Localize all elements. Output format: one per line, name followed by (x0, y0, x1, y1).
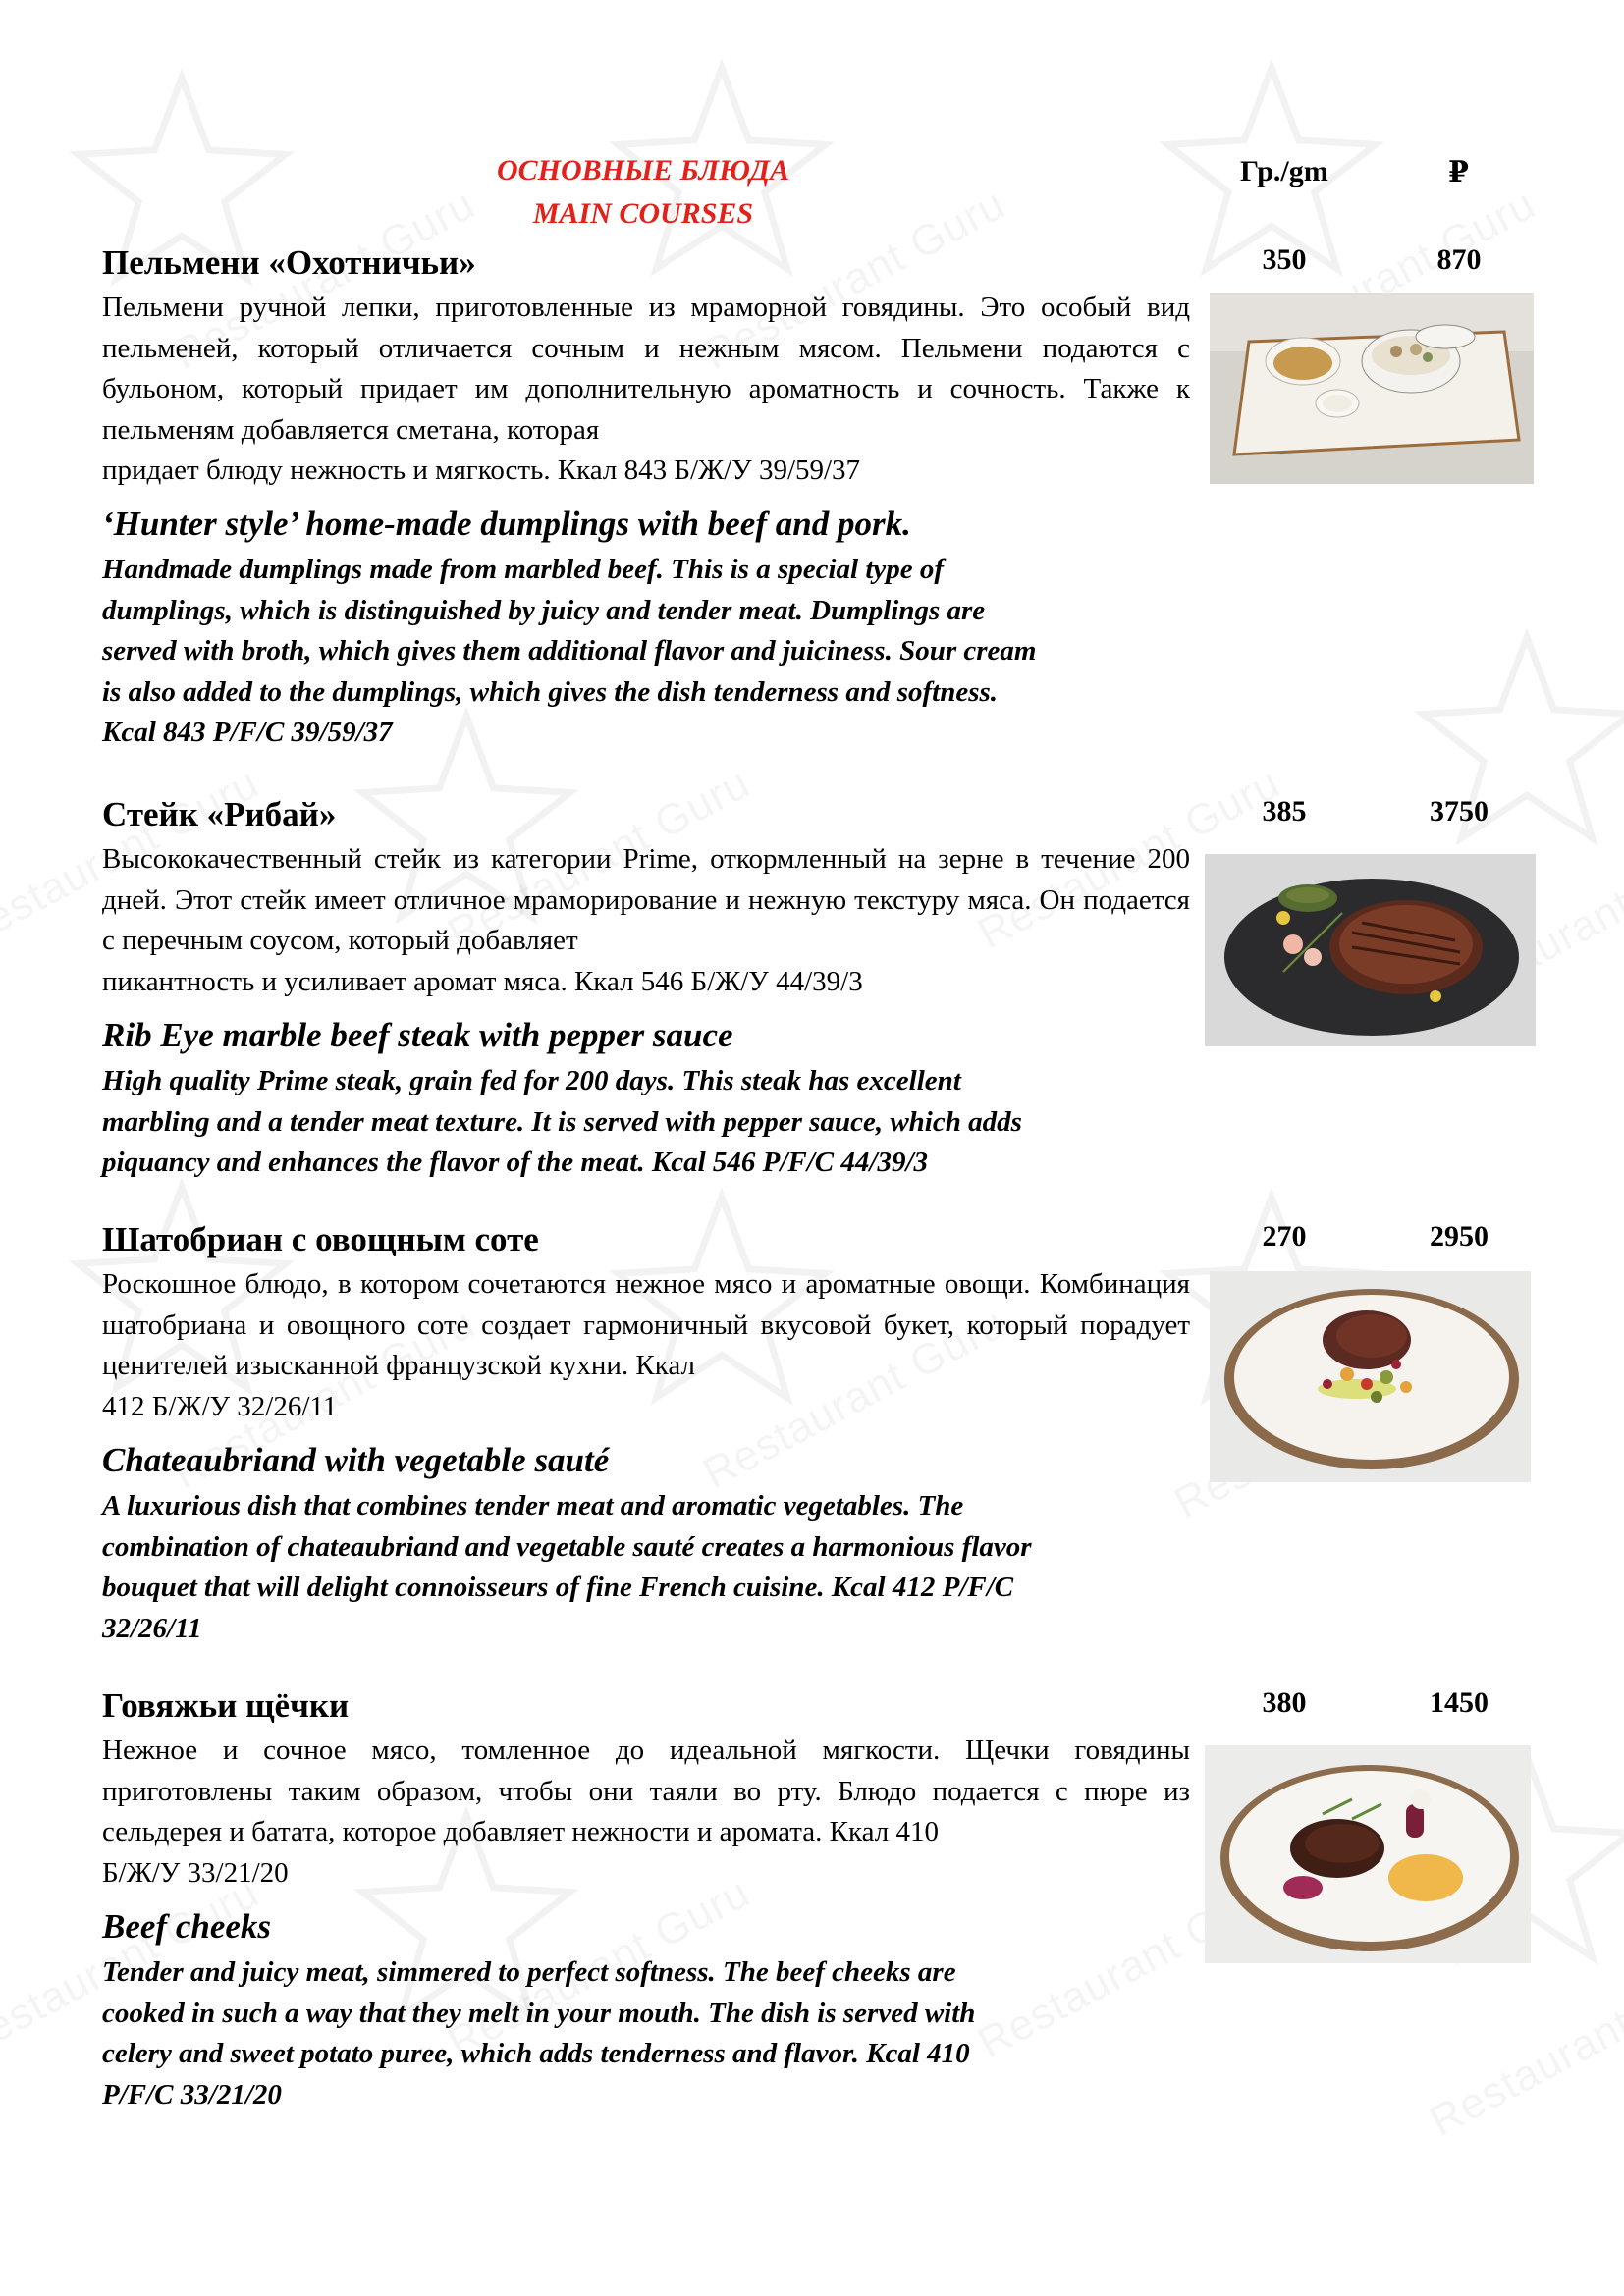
dish-description-en (102, 1061, 1241, 1184)
dish-weight: 380 (1262, 1686, 1307, 1719)
dish-price: 870 (1436, 243, 1482, 276)
dish-description-ru (102, 1264, 1190, 1427)
description-text: Нежное и сочное мясо, томленное до идеальной мягкости. Щечки говядины приготовлены таким образом, чтобы они таяли во рту. Блюдо подается с пюре из сельдерея и батата, которое добавляет нежности и аромата. Ккал 410 (102, 1735, 1190, 1847)
dish-name-en: Chateaubriand with vegetable sauté (102, 1441, 610, 1479)
description-line: Kcal 843 P/F/C 39/59/37 (102, 717, 393, 748)
dish-description-en (102, 1486, 1241, 1649)
dish-name-ru: Пельмени «Охотничьи» (102, 243, 476, 282)
page-title-en: MAIN COURSES (532, 197, 754, 230)
description-last-line: пикантность и усиливает аромат мяса. Ккал 546 Б/Ж/У 44/39/3 (102, 965, 863, 997)
description-line: combination of chateaubriand and vegetable sauté creates a harmonious flavor (102, 1530, 1032, 1563)
ribeye-plate-image (1205, 854, 1536, 1046)
beef-cheeks-plate-image (1205, 1745, 1531, 1963)
dish-description-ru (102, 839, 1190, 1002)
description-line: served with broth, which gives them additional flavor and juiciness. Sour cream (102, 635, 1037, 667)
dish-weight: 350 (1262, 243, 1307, 276)
description-line: High quality Prime steak, grain fed for 200 days. This steak has excellent (102, 1065, 961, 1096)
description-line: bouquet that will delight connoisseurs of fine French cuisine. Kcal 412 P/F/C (102, 1572, 1014, 1603)
description-line: marbling and a tender meat texture. It is served with pepper sauce, which adds (102, 1105, 1022, 1138)
chateaubriand-plate-image (1210, 1271, 1531, 1482)
dish-weight: 385 (1262, 795, 1307, 828)
description-line: Tender and juicy meat, simmered to perfect softness. The beef cheeks are (102, 1956, 956, 1988)
description-line: dumplings, which is distinguished by juicy and tender meat. Dumplings are (102, 594, 986, 626)
description-line: A luxurious dish that combines tender meat and aromatic vegetables. The (102, 1490, 964, 1522)
dish-name-en: Rib Eye marble beef steak with pepper sauce (102, 1016, 733, 1054)
dish-description-ru (102, 288, 1190, 492)
description-line: 32/26/11 (102, 1612, 202, 1644)
dish-name-en: ‘Hunter style’ home-made dumplings with beef and pork. (102, 505, 911, 543)
watermark-text (1422, 1947, 1624, 2147)
dish-name-ru: Стейк «Рибай» (102, 795, 337, 833)
description-line: piquancy and enhances the flavor of the meat. Kcal 546 P/F/C 44/39/3 (102, 1147, 928, 1178)
dish-description-en (102, 1952, 1241, 2115)
dish-price: 3750 (1430, 795, 1489, 828)
description-line: cooked in such a way that they melt in your mouth. The dish is served with (102, 1997, 976, 2029)
dish-name-en: Beef cheeks (102, 1907, 272, 1946)
description-line: P/F/C 33/21/20 (102, 2078, 282, 2110)
description-last-line: Б/Ж/У 33/21/20 (102, 1856, 289, 1889)
dish-name-ru: Говяжьи щёчки (102, 1686, 350, 1725)
weight-column-header: Гр./gm (1240, 155, 1328, 187)
dish-photo-beef-cheeks (1205, 1745, 1531, 1963)
dish-description-en (102, 550, 1241, 754)
dish-price: 1450 (1430, 1686, 1489, 1719)
description-line: celery and sweet potato puree, which adds tenderness and flavor. Kcal 410 (102, 2038, 970, 2069)
dish-price: 2950 (1430, 1220, 1489, 1253)
dish-weight: 270 (1262, 1220, 1307, 1253)
description-text: Высококачественный стейк из категории Prime, откормленный на зерне в течение 200 дней. Этот стейк имеет отличное мраморирование и нежную текстуру мяса. Он подается с перечным соусом, который добавляет (102, 843, 1190, 956)
dish-name-ru: Шатобриан с овощным соте (102, 1220, 539, 1258)
dumplings-plate-image (1210, 293, 1534, 484)
page-title-ru: ОСНОВНЫЕ БЛЮДА (496, 154, 790, 187)
description-last-line: 412 Б/Ж/У 32/26/11 (102, 1390, 338, 1422)
description-text: Пельмени ручной лепки, приготовленные из мраморной говядины. Это особый вид пельменей, который отличается сочным и нежным мясом. Пельмени подаются с бульоном, который придает им дополнительную ароматность и сочность. Также к пельменям добавляется сметана, которая (102, 292, 1190, 446)
price-column-header: ₽ (1448, 156, 1469, 188)
description-last-line: придает блюду нежность и мягкость. Ккал 843 Б/Ж/У 39/59/37 (102, 454, 861, 486)
description-line: Handmade dumplings made from marbled beef. This is a special type of (102, 554, 945, 585)
dish-photo-ribeye (1205, 854, 1536, 1046)
dish-photo-dumplings (1210, 293, 1534, 484)
description-text: Роскошное блюдо, в котором сочетаются нежное мясо и ароматные овощи. Комбинация шатобриана и овощного соте создает гармоничный вкусовой букет, который порадует ценителей изысканной французской кухни. Ккал (102, 1268, 1190, 1381)
dish-description-ru (102, 1731, 1190, 1894)
dish-photo-chateaubriand (1210, 1271, 1531, 1482)
description-line: is also added to the dumplings, which gives the dish tenderness and softness. (102, 675, 999, 708)
